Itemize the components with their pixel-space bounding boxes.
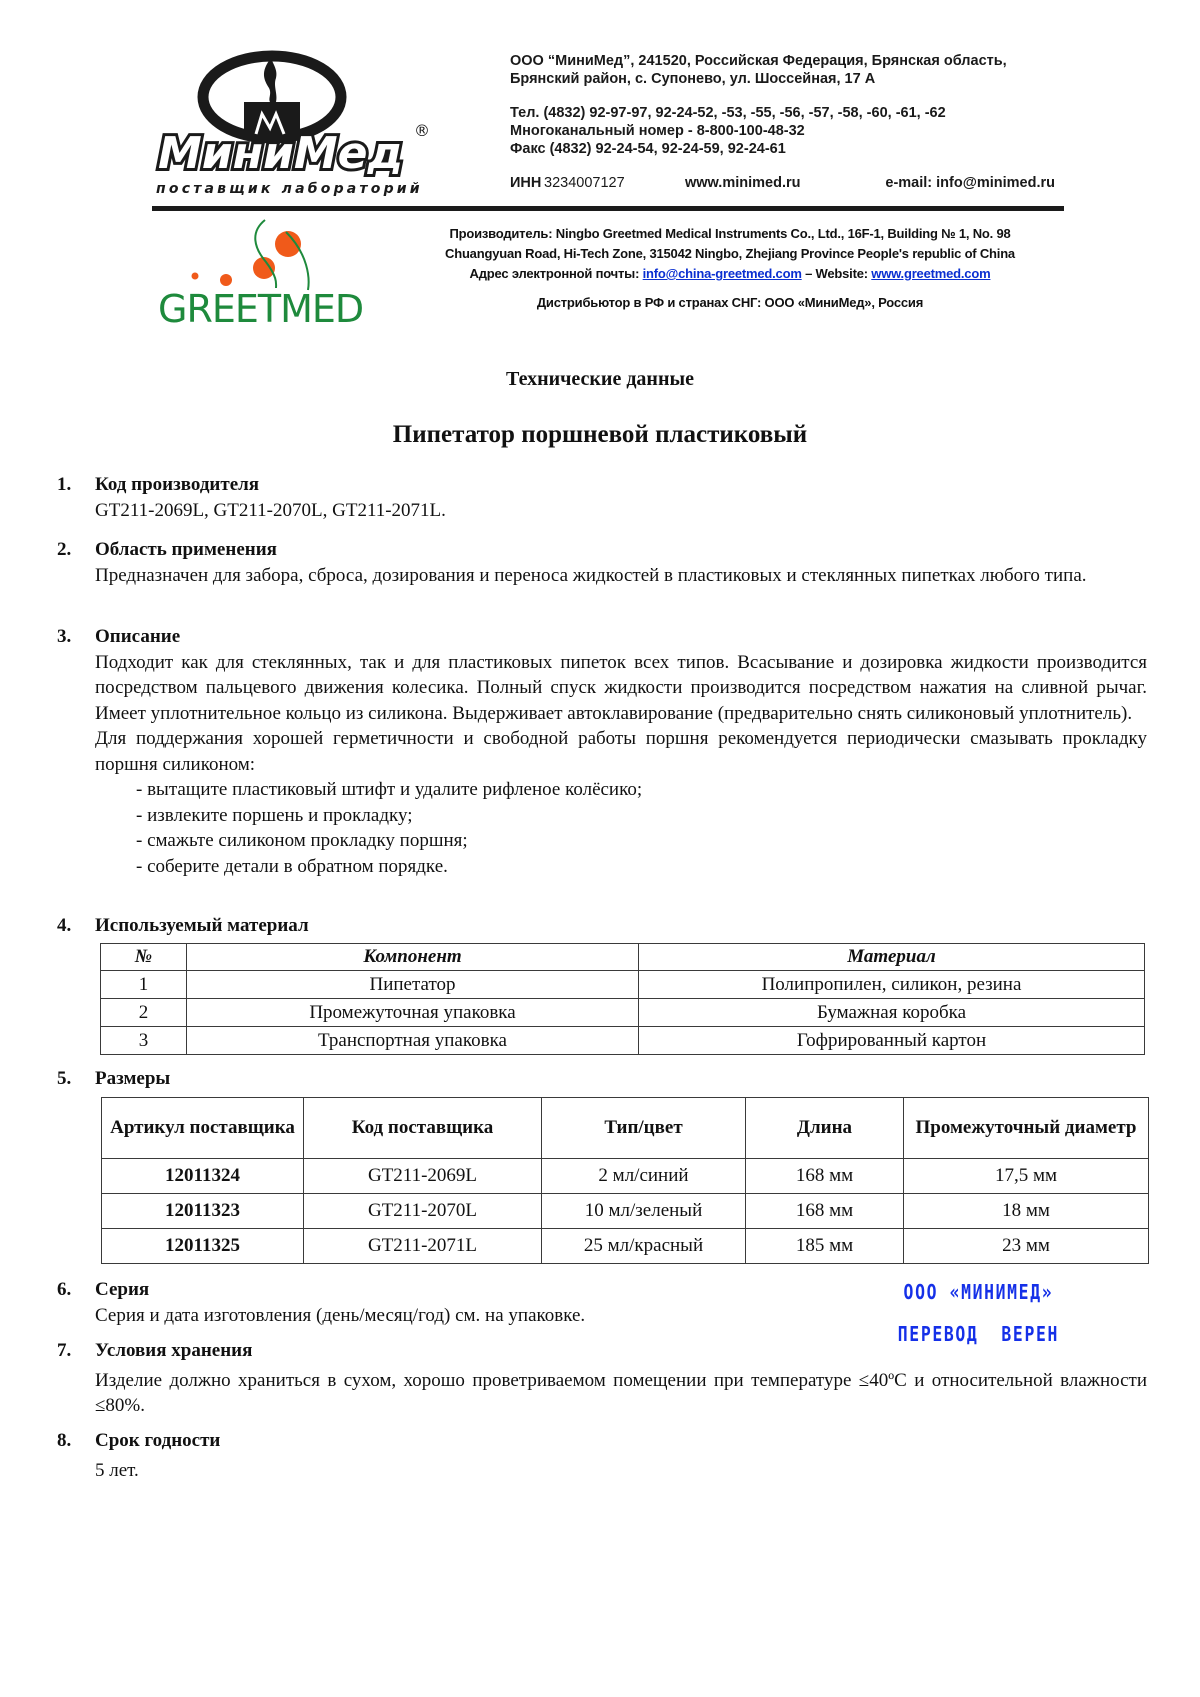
inn-label: ИНН <box>510 175 542 191</box>
section-body: Подходит как для стеклянных, так и для пластиковых пипеток всех типов. Всасывание и дозировка жидкости производится посредством пальцевого движения колесика. Полный спуск жидкости производится посредством нажатия на сливной рычаг. Имеет уплотнительное кольцо из силикона. Выдерживает автоклавирование (предварительно снять силиконовый уплотнитель). <box>95 651 1147 724</box>
section-heading: Используемый материал <box>95 915 309 936</box>
email-label: Адрес электронной почты: <box>469 266 643 281</box>
dimensions-table <box>101 1097 1149 1264</box>
table-cell: 10 мл/зеленый <box>542 1194 746 1229</box>
section-number: 8. <box>57 1430 72 1451</box>
section-manufacturer-code <box>57 472 1147 523</box>
section-heading: Код производителя <box>95 474 260 495</box>
table-cell: 185 мм <box>746 1229 904 1264</box>
section-body-maintenance: Для поддержания хорошей герметичности и свободной работы поршня рекомендуется периодически смазывать прокладку поршня силиконом: <box>95 728 1147 775</box>
table-cell: Бумажная коробка <box>639 999 1145 1027</box>
section-number: 5. <box>57 1068 72 1089</box>
section-heading: Серия <box>95 1279 150 1300</box>
column-header-supplier-code: Код поставщика <box>304 1098 542 1159</box>
section-heading: Размеры <box>95 1068 171 1089</box>
section-body: 5 лет. <box>95 1459 139 1481</box>
table-cell: 168 мм <box>746 1194 904 1229</box>
minimed-emblem-icon <box>152 50 444 198</box>
section-shelf-life <box>57 1428 1147 1483</box>
minimed-logo <box>152 50 444 198</box>
section-heading: Срок годности <box>95 1430 221 1451</box>
email-link[interactable]: e-mail: info@minimed.ru <box>885 175 1055 191</box>
section-application <box>57 537 1147 588</box>
address-line-2: Брянский район, с. Супонево, ул. Шоссейная, 17 А <box>510 71 876 87</box>
column-header-article: Артикул поставщика <box>102 1098 304 1159</box>
minimed-tagline: поставщик лабораторий <box>156 181 423 197</box>
table-cell: Гофрированный картон <box>639 1027 1145 1055</box>
greetmed-logo <box>158 218 373 326</box>
list-item: - извлеките поршень и прокладку; <box>136 804 413 826</box>
table-row <box>102 1194 1149 1229</box>
website-link[interactable]: www.minimed.ru <box>685 175 801 191</box>
section-storage <box>57 1338 1147 1419</box>
table-header-row <box>102 1098 1149 1159</box>
table-cell: 18 мм <box>904 1194 1149 1229</box>
address-line-1: ООО “МиниМед”, 241520, Российская Федерация, Брянская область, <box>510 53 1007 69</box>
list-item: - соберите детали в обратном порядке. <box>136 855 448 877</box>
inn-value: 3234007127 <box>544 175 625 191</box>
column-header-component: Компонент <box>187 944 639 971</box>
table-cell: 12011325 <box>102 1229 304 1264</box>
table-cell: 17,5 мм <box>904 1159 1149 1194</box>
section-heading: Область применения <box>95 539 277 560</box>
table-cell: 25 мл/красный <box>542 1229 746 1264</box>
section-dimensions <box>57 1066 1147 1092</box>
table-cell: 2 мл/синий <box>542 1159 746 1194</box>
stamp-company: ООО «МИНИМЕД» <box>903 1280 1054 1304</box>
table-cell: Пипетатор <box>187 971 639 999</box>
maintenance-steps-list <box>136 777 1147 879</box>
fax-line: Факс (4832) 92-24-54, 92-24-59, 92-24-61 <box>510 141 786 157</box>
table-cell: GT211-2069L <box>304 1159 542 1194</box>
manufacturer-email-link[interactable]: info@china-greetmed.com <box>642 266 802 281</box>
manufacturer-contacts <box>400 264 1060 284</box>
materials-table <box>100 943 1145 1055</box>
distributor-line: Дистрибьютор в РФ и странах СНГ: ООО «МиниМед», Россия <box>536 295 924 310</box>
translation-stamp <box>880 1280 1077 1346</box>
table-cell: GT211-2071L <box>304 1229 542 1264</box>
section-body: Серия и дата изготовления (день/месяц/год) см. на упаковке. <box>95 1304 586 1326</box>
manufacturer-line-1: Производитель: Ningbo Greetmed Medical Instruments Co., Ltd., 16F-1, Building № 1, No. 98 <box>449 226 1011 241</box>
column-header-length: Длина <box>746 1098 904 1159</box>
section-materials <box>57 913 1147 939</box>
company-contact-block <box>510 52 1055 192</box>
table-row <box>102 1159 1149 1194</box>
section-description <box>57 624 1147 879</box>
table-row <box>101 971 1145 999</box>
table-cell: Промежуточная упаковка <box>187 999 639 1027</box>
stamp-verified: ПЕРЕВОД ВЕРЕН <box>897 1322 1059 1346</box>
table-cell: 12011324 <box>102 1159 304 1194</box>
table-header-row <box>101 944 1145 971</box>
phone-line: Тел. (4832) 92-97-97, 92-24-52, -53, -55, -56, -57, -58, -60, -61, -62 <box>510 105 946 121</box>
table-cell: Полипропилен, силикон, резина <box>639 971 1145 999</box>
table-cell: Транспортная упаковка <box>187 1027 639 1055</box>
table-cell: GT211-2070L <box>304 1194 542 1229</box>
column-header-number: № <box>101 944 187 971</box>
table-cell: 23 мм <box>904 1229 1149 1264</box>
minimed-brand-text: МиниМед <box>158 128 404 179</box>
section-body: GT211-2069L, GT211-2070L, GT211-2071L. <box>95 499 446 521</box>
table-cell: 2 <box>101 999 187 1027</box>
multichannel-line: Многоканальный номер - 8-800-100-48-32 <box>510 123 805 139</box>
section-number: 2. <box>57 539 72 560</box>
greetmed-brand-text: GREETMED <box>158 287 364 326</box>
table-cell: 1 <box>101 971 187 999</box>
column-header-diameter: Промежуточный диаметр <box>904 1098 1149 1159</box>
table-cell: 168 мм <box>746 1159 904 1194</box>
section-body: Изделие должно храниться в сухом, хорошо проветриваемом помещении при температуре ≤40ºС и относительной влажности ≤80%. <box>95 1369 1147 1416</box>
header-divider <box>152 206 1064 211</box>
table-row <box>101 1027 1145 1055</box>
document-title: Пипетатор поршневой пластиковый <box>392 421 808 448</box>
section-number: 3. <box>57 626 72 647</box>
table-row <box>102 1229 1149 1264</box>
list-item: - смажьте силиконом прокладку поршня; <box>136 830 468 851</box>
greetmed-emblem-icon <box>158 218 373 326</box>
column-header-material: Материал <box>639 944 1145 971</box>
table-row <box>101 999 1145 1027</box>
table-cell: 3 <box>101 1027 187 1055</box>
table-cell: 12011323 <box>102 1194 304 1229</box>
section-number: 1. <box>57 474 72 495</box>
document-subtitle: Технические данные <box>506 368 694 390</box>
manufacturer-website-link[interactable]: www.greetmed.com <box>871 266 991 281</box>
manufacturer-line-2: Chuangyuan Road, Hi-Tech Zone, 315042 Ningbo, Zhejiang Province People's republic of China <box>445 246 1015 261</box>
registered-mark: ® <box>414 121 430 140</box>
manufacturer-info <box>400 224 1060 313</box>
section-number: 4. <box>57 915 72 936</box>
website-label: – Website: <box>801 266 872 281</box>
section-number: 6. <box>57 1279 72 1300</box>
section-heading: Описание <box>95 626 181 647</box>
section-number: 7. <box>57 1340 72 1361</box>
list-item: - вытащите пластиковый штифт и удалите рифленое колёсико; <box>136 779 643 800</box>
column-header-type-color: Тип/цвет <box>542 1098 746 1159</box>
section-body: Предназначен для забора, сброса, дозирования и переноса жидкостей в пластиковых и стеклянных пипетках любого типа. <box>95 564 1087 586</box>
section-heading: Условия хранения <box>95 1340 253 1361</box>
